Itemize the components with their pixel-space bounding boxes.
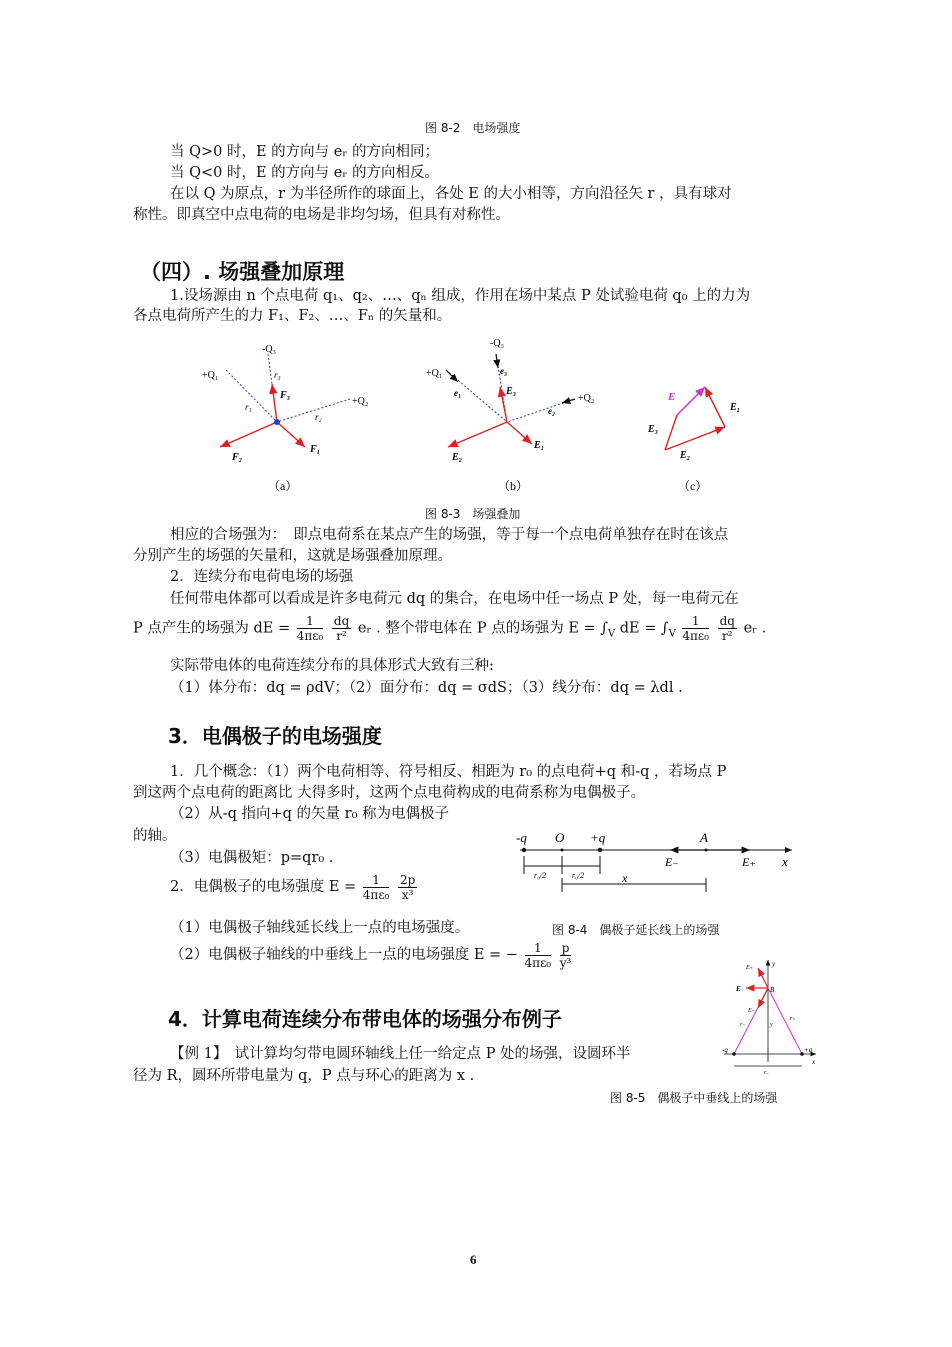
continuous-text-a: P 点产生的场强为 dE = bbox=[133, 620, 291, 637]
label-point-a: A bbox=[700, 830, 708, 845]
paragraph-superposition-line2: 各点电荷所产生的力 F₁、F₂、…、Fₙ 的矢量和。 bbox=[133, 308, 452, 324]
label-e-85: E bbox=[736, 985, 741, 993]
label-b-E2: E₂ bbox=[452, 452, 463, 463]
figure-8-5-caption: 图 8-5 偶极子中垂线上的场强 bbox=[610, 1091, 778, 1105]
figure-8-5-dipole-bisector-diagram bbox=[718, 954, 820, 1074]
label-b-e3: e₃ bbox=[500, 366, 508, 376]
page-number: 6 bbox=[470, 1252, 477, 1267]
paragraph-axis-extension: （1）电偶极子轴线延长线上一点的电场强度。 bbox=[170, 920, 470, 936]
test-charge-dot bbox=[274, 419, 280, 425]
paragraph-example-line1: 【例 1】 试计算均匀带电圆环轴线上任一给定点 P 处的场强，设圆环半 bbox=[170, 1046, 631, 1062]
paragraph-continuous-line1: 任何带电体都可以看成是许多电荷元 dq 的集合，在电场中任一场点 P 处，每一电荷元在 bbox=[170, 591, 739, 607]
label-c: （c） bbox=[678, 479, 708, 493]
dipole-field-text: 2．电偶极子的电场强度 E = bbox=[170, 879, 357, 895]
figure-8-4-dipole-axis-diagram bbox=[510, 826, 810, 906]
label-b-q2: +Q₂ bbox=[578, 393, 595, 404]
label-b-E3: E₃ bbox=[506, 386, 517, 397]
fraction-p-over-y3: $\frac{p}{\text{y³}}$ bbox=[559, 940, 572, 970]
paragraph-superposition-line1: 1.设场源由 n 个点电荷 q₁、q₂、…、qₙ 组成，作用在场中某点 P 处试验电荷 q₀ 上的力为 bbox=[170, 288, 751, 304]
paragraph-sphere-line1: 在以 Q 为原点，r 为半径所作的球面上，各处 E 的大小相等，方向沿径矢 r ，具有球对 bbox=[170, 186, 732, 202]
paragraph-dipole-axis-line2: 的轴。 bbox=[133, 828, 177, 844]
fraction-perp-coefficient: $\frac{1}{\text{4πε₀}}$ bbox=[524, 940, 552, 970]
label-a-q3: -Q₃ bbox=[262, 344, 277, 355]
label-a-q1: +Q₁ bbox=[202, 370, 219, 381]
label-origin: O bbox=[555, 830, 565, 845]
section-dipole-heading: 3．电偶极子的电场强度 bbox=[168, 724, 382, 748]
label-x-axis-85: x bbox=[812, 1058, 816, 1066]
continuous-text-d: eᵣ . bbox=[743, 620, 767, 637]
paragraph-dipole-line1: 1．几个概念：（1）两个电荷相等、符号相反、相距为 r₀ 的点电荷+q 和-q ，若场点 P bbox=[170, 764, 727, 780]
label-c-E1: E₁ bbox=[730, 402, 741, 413]
section-example-heading: 4．计算电荷连续分布带电体的场强分布例子 bbox=[168, 1007, 562, 1031]
label-y-85: y bbox=[770, 1022, 773, 1028]
label-b-q1: +Q₁ bbox=[426, 368, 443, 379]
label-c-E3: E₃ bbox=[648, 424, 659, 435]
figure-8-3a bbox=[202, 344, 368, 493]
fraction-dq-over-r2-b: $\frac{dq}{\text{r²}}$ bbox=[719, 614, 735, 643]
continuous-text-c: dE = ∫ bbox=[619, 620, 669, 637]
label-b-e2: e₂ bbox=[548, 406, 556, 416]
paragraph-distributions: （1）体分布：dq = ρdV；（2）面分布：dq = σdS；（3）线分布：dq = λdl . bbox=[170, 680, 683, 696]
label-y-axis: y bbox=[772, 960, 776, 968]
figure-8-4-caption: 图 8-4 偶极子延长线上的场强 bbox=[552, 923, 720, 937]
paragraph-q-positive: 当 Q>0 时，E 的方向与 eᵣ 的方向相同； bbox=[170, 144, 440, 160]
label-a-q2: +Q₂ bbox=[352, 396, 369, 407]
paragraph-total-field-line1: 相应的合场强为： 即点电荷系在某点产生的场强，等于每一个点电荷单独存在时在该点 bbox=[170, 527, 729, 543]
fraction-one-over-4pie0-b: $\frac{1}{\text{4πε₀}}$ bbox=[682, 614, 709, 643]
section-superposition-heading: （四）. 场强叠加原理 bbox=[140, 260, 345, 284]
label-b-e1: e₁ bbox=[454, 388, 462, 398]
label-half-r0-right: r₀/2 bbox=[572, 871, 585, 880]
label-b-E1: E₁ bbox=[534, 440, 545, 451]
label-r-minus-85: r₋ bbox=[740, 1022, 746, 1028]
label-a-f3: F₃ bbox=[280, 390, 291, 401]
label-b: （b） bbox=[498, 479, 529, 493]
label-neg-q: -q bbox=[516, 830, 527, 845]
figure-8-3-caption: 图 8-3 场强叠加 bbox=[425, 507, 521, 521]
label-x-axis: x bbox=[782, 854, 788, 869]
label-a-f2: F₂ bbox=[232, 452, 243, 463]
label-point-b: B bbox=[770, 986, 775, 994]
label-pos-q-85: +q bbox=[804, 1046, 813, 1054]
label-e-plus-85: E₊ bbox=[746, 965, 753, 971]
perp-field-text: （2）电偶极子轴线的中垂线上一点的电场强度 E = − bbox=[170, 947, 518, 963]
label-neg-q-85: -q bbox=[722, 1046, 728, 1054]
label-e-plus: E₊ bbox=[742, 855, 756, 869]
paragraph-continuous-line2 bbox=[133, 614, 766, 648]
paragraph-example-line2: 径为 R，圆环所带电量为 q，P 点与环心的距离为 x . bbox=[133, 1068, 475, 1084]
label-pos-q: +q bbox=[590, 830, 606, 845]
label-e-minus-85: E₋ bbox=[748, 1008, 755, 1014]
label-half-r0-left: r₀/2 bbox=[534, 871, 547, 880]
label-r-plus-85: r₊ bbox=[790, 1016, 796, 1022]
label-a: （a） bbox=[268, 479, 298, 493]
continuous-text-b: eᵣ . 整个带电体在 P 点的场强为 E = ∫ bbox=[357, 620, 608, 637]
label-c-E2: E₂ bbox=[680, 450, 691, 461]
fraction-dq-over-r2: $\frac{dq}{\text{r²}}$ bbox=[333, 614, 350, 643]
paragraph-three-forms: 实际带电体的电荷连续分布的具体形式大致有三种: bbox=[170, 658, 494, 674]
paragraph-perpendicular-bisector bbox=[170, 940, 573, 970]
paragraph-sphere-line2: 称性。即真空中点电荷的电场是非均匀场，但具有对称性。 bbox=[133, 207, 510, 223]
fraction-dipole-coefficient: $\frac{1}{\text{4πε₀}}$ bbox=[362, 872, 390, 902]
figure-8-3b bbox=[426, 338, 594, 493]
fraction-2p-over-x3: $\frac{2p}{\text{x³}}$ bbox=[399, 872, 416, 902]
label-e-minus: E₋ bbox=[665, 855, 679, 869]
paragraph-q-negative: 当 Q<0 时，E 的方向与 eᵣ 的方向相反。 bbox=[170, 165, 440, 181]
figure-8-3-superposition-diagram bbox=[190, 332, 790, 502]
label-a-r3: r₃ bbox=[274, 370, 281, 380]
fraction-one-over-4pie0: $\frac{1}{\text{4πε₀}}$ bbox=[296, 614, 324, 643]
integral-subscript-v: V bbox=[607, 628, 616, 640]
paragraph-dipole-field bbox=[170, 872, 419, 902]
figure-8-3c bbox=[647, 387, 740, 493]
label-r0-85: r₀ bbox=[764, 1070, 769, 1074]
paragraph-dipole-moment: （3）电偶极矩：p=qr₀ . bbox=[170, 850, 334, 866]
paragraph-total-field-line2: 分别产生的场强的矢量和，这就是场强叠加原理。 bbox=[133, 548, 452, 564]
paragraph-dipole-axis-line1: （2）从-q 指向+q 的矢量 r₀ 称为电偶极子 bbox=[170, 806, 450, 822]
item-continuous-title: 2．连续分布电荷电场的场强 bbox=[170, 569, 354, 585]
label-a-f1: F₁ bbox=[310, 444, 321, 455]
figure-8-2-caption: 图 8-2 电场强度 bbox=[425, 121, 521, 135]
integral-subscript-v2: V bbox=[668, 628, 676, 640]
label-a-r2: r₂ bbox=[315, 412, 322, 422]
label-a-r1: r₁ bbox=[245, 402, 252, 412]
label-b-q3: -Q₃ bbox=[490, 338, 505, 349]
paragraph-dipole-line2: 到这两个点电荷的距离比 大得多时，这两个点电荷构成的电荷系称为电偶极子。 bbox=[133, 785, 646, 801]
label-c-E: E bbox=[668, 391, 676, 403]
label-x-distance: x bbox=[622, 871, 628, 885]
